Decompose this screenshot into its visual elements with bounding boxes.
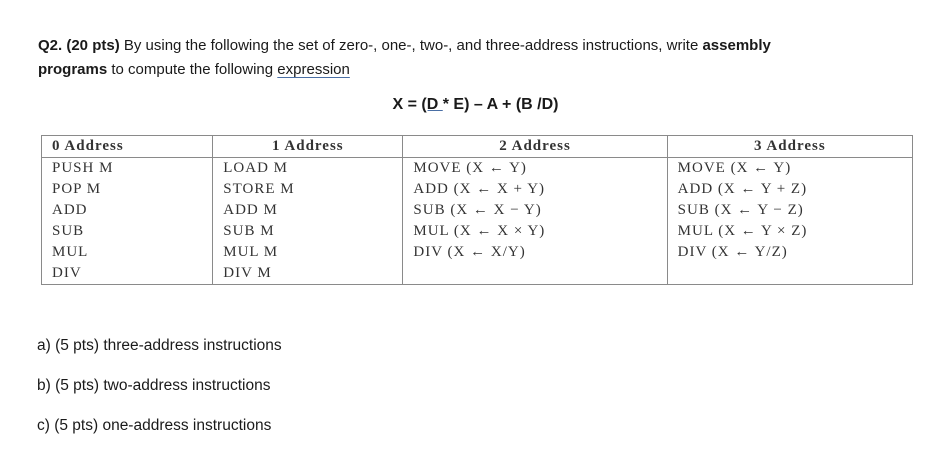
table-cell: DIV M [213, 263, 403, 285]
expression-lhs: X [392, 96, 404, 113]
table-cell: MUL (X ← Y × Z) [667, 221, 912, 242]
table-cell: DIV (X ← Y/Z) [667, 242, 912, 263]
header-0-address: 0 Address [42, 136, 213, 158]
table-row [42, 158, 913, 180]
table-cell: MUL [42, 242, 213, 263]
table-cell: STORE M [213, 179, 403, 200]
table-cell: MOVE (X ← Y) [403, 158, 667, 180]
header-1-address: 1 Address [213, 136, 403, 158]
expression-rhs: * E) – A + (B /D) [442, 96, 559, 113]
table-cell: SUB M [213, 221, 403, 242]
header-2-address: 2 Address [403, 136, 667, 158]
question-number: Q2. (20 pts) [38, 37, 120, 54]
header-3-address: 3 Address [667, 136, 912, 158]
table-cell [667, 263, 912, 285]
table-header-row [42, 136, 913, 158]
table-cell: MOVE (X ← Y) [667, 158, 912, 180]
table-cell: ADD (X ← X + Y) [403, 179, 667, 200]
question-bold-assembly: assembly [702, 37, 771, 54]
table-cell: ADD [42, 200, 213, 221]
table-row [42, 242, 913, 263]
table-cell: SUB [42, 221, 213, 242]
question-bold-programs: programs [38, 61, 108, 78]
table-cell: MUL M [213, 242, 403, 263]
question-underlined-word: expression [277, 61, 350, 78]
table-row [42, 200, 913, 221]
table-cell: SUB (X ← X − Y) [403, 200, 667, 221]
table-cell: MUL (X ← X × Y) [403, 221, 667, 242]
table-cell: PUSH M [42, 158, 213, 180]
table-cell: DIV [42, 263, 213, 285]
table-cell: DIV (X ← X/Y) [403, 242, 667, 263]
target-expression [0, 96, 951, 114]
expression-eq: = [403, 96, 422, 113]
table-cell: ADD (X ← Y + Z) [667, 179, 912, 200]
expression-rhs-underlined: (D [421, 96, 443, 113]
instruction-set-table [41, 135, 913, 285]
question-parts [37, 326, 282, 446]
part-c: c) (5 pts) one-address instructions [37, 417, 272, 434]
table-cell [403, 263, 667, 285]
table-cell: LOAD M [213, 158, 403, 180]
part-a: a) (5 pts) three-address instructions [37, 337, 282, 354]
table-cell: POP M [42, 179, 213, 200]
table-cell: SUB (X ← Y − Z) [667, 200, 912, 221]
table-row [42, 221, 913, 242]
part-b: b) (5 pts) two-address instructions [37, 377, 271, 394]
question-text [38, 34, 918, 82]
question-body-2: to compute the following [107, 61, 278, 78]
table-row [42, 179, 913, 200]
question-body-1: By using the following the set of zero-, one-, two-, and three-address instructions, write [119, 37, 703, 54]
table-cell: ADD M [213, 200, 403, 221]
table-row [42, 263, 913, 285]
